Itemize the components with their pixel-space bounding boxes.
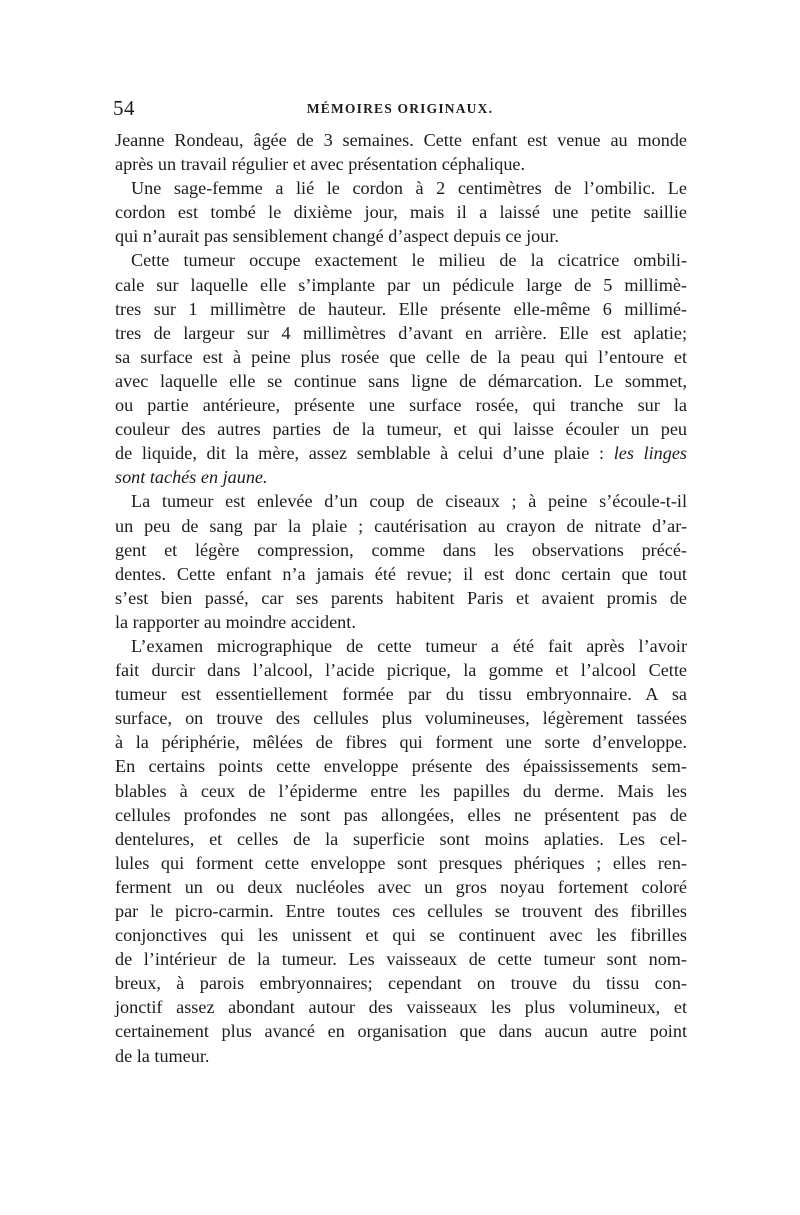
running-head: MÉMOIRES ORIGINAUX. — [306, 101, 494, 116]
text-line: certainement plus avancé en organisation que dans aucun autre point — [115, 1021, 687, 1042]
text-line: La tumeur est enlevée d’un coup de ciseaux ; à peine s’écoule-t-il — [131, 491, 687, 512]
text-line: fait durcir dans l’alcool, l’acide picrique, la gomme et l’alcool Cette — [115, 660, 687, 681]
text-line: s’est bien passé, car ses parents habitent Paris et avaient promis de — [115, 587, 687, 608]
text-line-main: de liquide, dit la mère, assez semblable à celui d’une plaie : — [115, 443, 614, 464]
text-line: cordon est tombé le dixième jour, mais il a laissé une petite saillie — [115, 202, 687, 223]
text-line: à la périphérie, mêlées de fibres qui forment une sorte d’enveloppe. — [115, 732, 687, 753]
text-line: blables à ceux de l’épiderme entre les papilles du derme. Mais les — [115, 780, 687, 801]
paragraph-5 — [115, 634, 687, 1068]
body-text — [115, 128, 687, 1068]
text-line: après un travail régulier et avec présentation céphalique. — [115, 154, 526, 175]
text-line: Cette tumeur occupe exactement le milieu de la cicatrice ombili- — [131, 250, 687, 271]
text-line: Une sage-femme a lié le cordon à 2 centimètres de l’ombilic. Le — [131, 178, 687, 199]
text-line: qui n’aurait pas sensiblement changé d’aspect depuis ce jour. — [115, 226, 559, 247]
italic-phrase: les linges — [613, 443, 687, 464]
paragraph-3 — [115, 248, 687, 489]
text-line: lules qui forment cette enveloppe sont presques phériques ; elles ren- — [115, 852, 687, 873]
text-line: cellules profondes ne sont pas allongées, elles ne présentent pas de — [115, 804, 687, 825]
text-line: dentelures, et celles de la superficie sont moins aplaties. Les cel- — [115, 828, 687, 849]
text-line: un peu de sang par la plaie ; cautérisation au crayon de nitrate d’ar- — [115, 515, 687, 536]
text-line: couleur des autres parties de la tumeur, et qui laisse écouler un peu — [115, 419, 687, 440]
text-line: la rapporter au moindre accident. — [115, 611, 356, 632]
text-line: L’examen micrographique de cette tumeur a été fait après l’avoir — [131, 635, 687, 656]
text-line: sont tachés en jaune. — [115, 467, 268, 488]
text-line: de l’intérieur de la tumeur. Les vaisseaux de cette tumeur sont nom- — [115, 949, 687, 970]
text-line: breux, à parois embryonnaires; cependant on trouve du tissu con- — [115, 973, 687, 994]
text-line: ou partie antérieure, présente une surface rosée, qui tranche sur la — [115, 395, 687, 416]
text-line: avec laquelle elle se continue sans ligne de démarcation. Le sommet, — [115, 370, 687, 391]
text-line: jonctif assez abondant autour des vaisseaux les plus volumineux, et — [115, 997, 687, 1018]
paragraph-2 — [115, 176, 687, 248]
text-line: sa surface est à peine plus rosée que celle de la peau qui l’entoure et — [115, 346, 687, 367]
text-line: surface, on trouve des cellules plus volumineuses, légèrement tassées — [115, 708, 687, 729]
text-line: cale sur laquelle elle s’implante par un pédicule large de 5 millimè- — [115, 274, 687, 295]
text-line: tres sur 1 millimètre de hauteur. Elle présente elle-même 6 millimé- — [115, 298, 687, 319]
text-line: de la tumeur. — [115, 1045, 210, 1066]
text-line-with-italic — [115, 441, 687, 465]
text-line: tumeur est essentiellement formée par du tissu embryonnaire. A sa — [115, 684, 687, 705]
text-line: dentes. Cette enfant n’a jamais été revue; il est donc certain que tout — [115, 563, 687, 584]
text-line: En certains points cette enveloppe présente des épaississements sem- — [115, 756, 687, 777]
text-line: tres de largeur sur 4 millimètres d’avant en arrière. Elle est aplatie; — [115, 322, 687, 343]
text-line: conjonctives qui les unissent et qui se continuent avec les fibrilles — [115, 925, 687, 946]
paragraph-1 — [115, 128, 687, 176]
page-number: 54 — [113, 96, 135, 120]
text-line: par le picro-carmin. Entre toutes ces cellules se trouvent des fibrilles — [115, 901, 687, 921]
text-line: ferment un ou deux nucléoles avec un gros noyau fortement coloré — [115, 876, 687, 897]
paragraph-4 — [115, 489, 687, 634]
text-line: gent et légère compression, comme dans les observations précé- — [115, 539, 687, 560]
text-line: Jeanne Rondeau, âgée de 3 semaines. Cette enfant est venue au monde — [115, 130, 687, 150]
